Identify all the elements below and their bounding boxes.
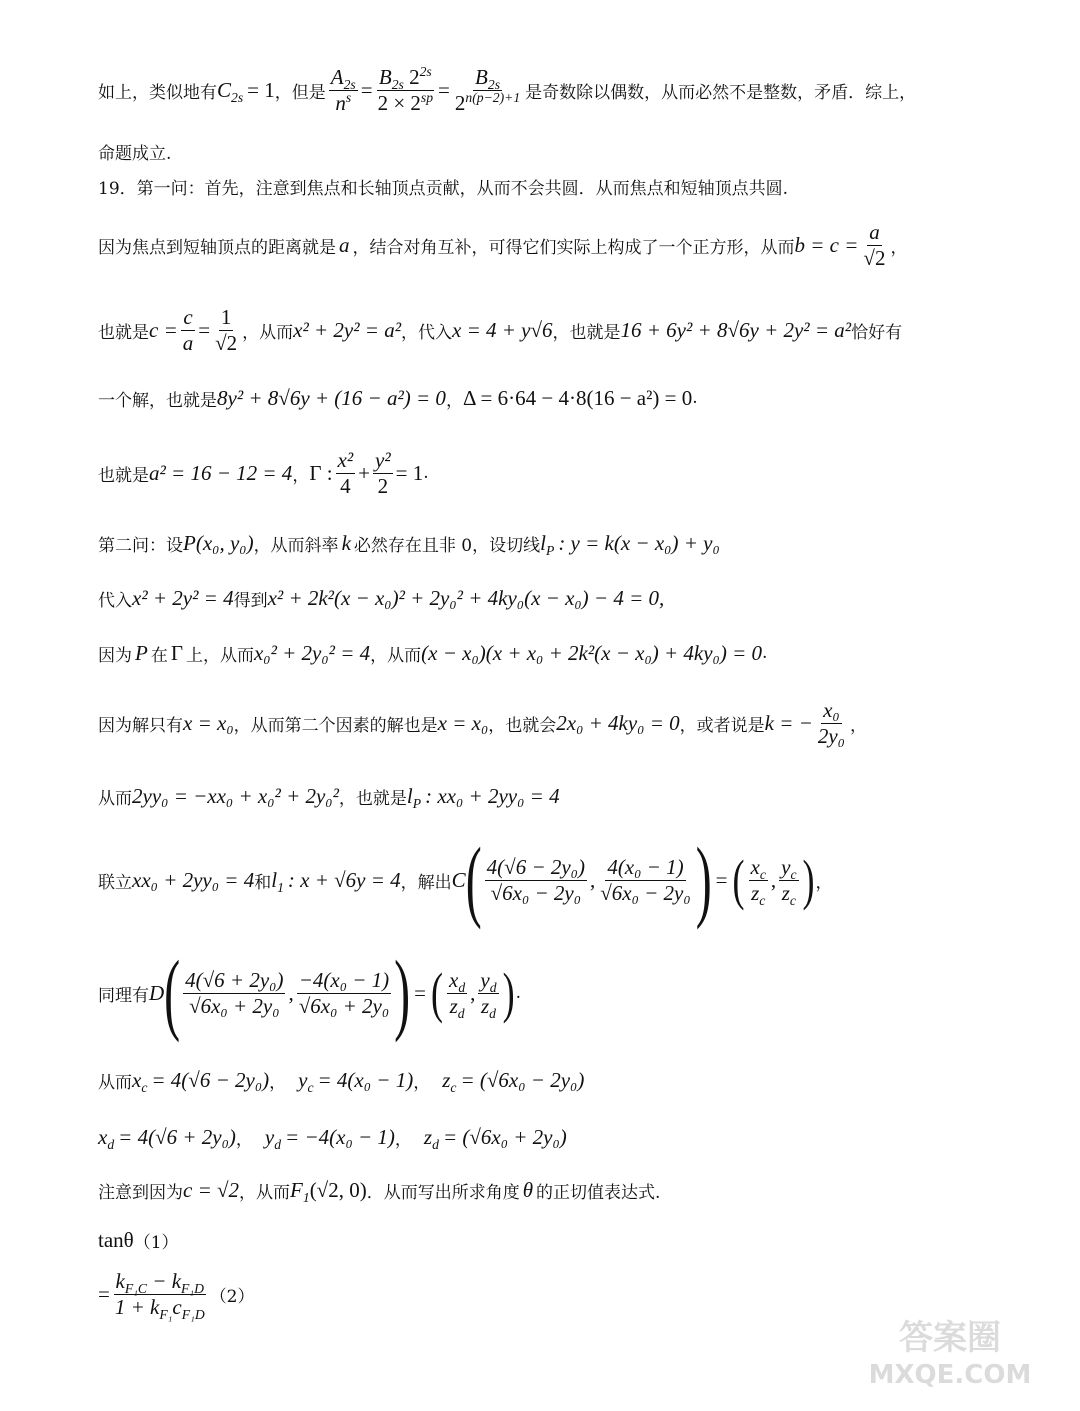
text: （2） [209, 1286, 255, 1307]
text: ，也就是 [552, 322, 621, 343]
text: 19．第一问：首先，注意到焦点和长轴顶点贡献，从而不会共圆．从而焦点和短轴顶点共圆. [98, 178, 789, 199]
line-3 [98, 170, 1020, 202]
fraction: $\frac{\text{x²}}{4}$ [337, 448, 354, 498]
text: . [515, 983, 521, 1003]
math: Γ [170, 640, 183, 665]
math: = −4(x₀ − 1) [285, 1124, 395, 1149]
math: : y = k(x − x₀) + y₀ [558, 530, 720, 555]
text: 命题成立. [98, 143, 172, 164]
text: 代入 [98, 590, 132, 611]
text: ， [292, 465, 310, 486]
text: ，从而 [370, 645, 422, 666]
fraction-c: $\frac{B_{2s}}{2^{n(p-2)+1}}$ [454, 65, 521, 115]
math: (√2, 0) [309, 1177, 367, 1202]
fraction: $\frac{k_{F_1C} - k_{F_1D}}{1 + k_{F_1}c_{F_1D}}$ [114, 1269, 205, 1322]
text: . [423, 463, 429, 483]
math: tanθ [98, 1227, 134, 1252]
text: . [762, 643, 768, 663]
math: $C_{2s}$ [217, 77, 244, 105]
text: 联立 [98, 872, 132, 893]
math: P(x₀, y₀) [183, 530, 254, 555]
text: ， [269, 1072, 287, 1093]
text: ，从而斜率 [253, 535, 339, 556]
text: ，解出 [400, 872, 452, 893]
math: c = √2 [183, 1177, 240, 1202]
math: D [149, 980, 165, 1005]
text: . [692, 388, 698, 408]
math: 2x₀ + 4ky₀ = 0 [556, 710, 680, 735]
text: ， [445, 390, 463, 411]
math: x = x₀ [183, 710, 234, 735]
math: $y_d$ [264, 1124, 282, 1152]
text: 必然存在且非 0，设切线 [353, 535, 541, 556]
math: + [358, 460, 371, 485]
math: x = x₀ [437, 710, 489, 735]
math: : x + √6y = 4 [287, 867, 401, 892]
text: ，从而 [242, 322, 294, 343]
math: x = 4 + y√6 [452, 317, 553, 342]
line-7 [98, 445, 1020, 501]
text: ， [413, 1072, 431, 1093]
text: 在 [150, 645, 168, 666]
fraction: $\frac{x_d}{z_d}$ [449, 968, 466, 1021]
fraction: $\frac{\text{x₀}}{\text{2y₀}}$ [817, 698, 845, 748]
text: 也就是 [98, 322, 149, 343]
line-10 [98, 633, 1020, 673]
math: xx₀ + 2yy₀ = 4 [132, 867, 255, 892]
text: 和 [254, 872, 272, 893]
math: $F_1$ [290, 1177, 310, 1205]
math: 8y² + 8√6y + (16 − a²) = 0 [217, 385, 446, 410]
math: $y_c$ [298, 1067, 314, 1095]
math: 16 + 6y² + 8√6y + 2y² = a² [620, 317, 852, 342]
fraction: $\frac{c}{a}$ [182, 305, 194, 355]
math: x² + 2y² = 4 [132, 585, 234, 610]
math: = [414, 980, 426, 1005]
text: 因为焦点到短轴顶点的距离就是 [98, 237, 336, 258]
svg-text:答案圈: 答案圈 [899, 1318, 1001, 1358]
math: x² + 2k²(x − x₀)² + 2y₀² + 4ky₀(x − x₀) − 4 = 0, [267, 585, 665, 610]
text: 的正切值表达式. [536, 1182, 661, 1203]
text: 从而 [98, 788, 132, 809]
line-14: 同理有 D ( $\frac{\text{4(√6 + 2y₀)}}{\text{√6x₀ + 2y₀}}$ , $\frac{\text{−4(x₀ − 1)}}{\text{√6x₀ + 2y₀}}$ ) = ( $\frac{x_d}{z_d}$ , $\frac{y_d}{z_d}$ ) . [98, 942, 521, 1044]
line-9 [98, 580, 1020, 616]
text: 因为 [98, 645, 132, 666]
math: $x_d$ [98, 1124, 115, 1152]
math: = (√6x₀ − 2y₀) [460, 1067, 585, 1092]
text: ，结合对角互补，可得它们实际上构成了一个正方形，从而 [352, 237, 795, 258]
math: P [135, 640, 148, 665]
math: b = c = [794, 232, 859, 257]
math: = [198, 317, 211, 342]
text: 一个解，也就是 [98, 390, 217, 411]
math: = [715, 867, 728, 892]
math: 2yy₀ = −xx₀ + x₀² + 2y₀² [132, 783, 339, 808]
fraction: $\frac{\text{4(√6 − 2y₀)}}{\text{√6x₀ − 2y₀}}$ [486, 855, 585, 905]
text: 因为解只有 [98, 715, 183, 736]
math: a [339, 232, 350, 257]
fraction: $\frac{\text{4(x₀ − 1)}}{\text{√6x₀ − 2y₀}}$ [600, 855, 691, 905]
text: ，从而第二个因素的解也是 [233, 715, 438, 736]
fraction: $\frac{\text{−4(x₀ − 1)}}{\text{√6x₀ + 2y₀}}$ [298, 968, 390, 1018]
fraction: $\frac{y_c}{z_c}$ [781, 855, 797, 908]
line-13: 联立 xx₀ + 2yy₀ = 4 和 $l_1$ : x + √6y = 4 ，解出 C ( $\frac{\text{4(√6 − 2y₀)}}{\text{√6x₀ − 2y₀}}$ , $\frac{\text{4(x₀ − 1)}}{\text{√6x₀ − 2y₀}}$ ) = ( $\frac{x_c}{z_c}$ , $\frac{y_c}{z_c}$ ) ， [98, 829, 833, 931]
fraction: $\frac{a}{√2}$ [863, 220, 886, 270]
text: ，从而 [239, 1182, 291, 1203]
fraction-a: $\frac{A_{2s}}{n^s}$ [330, 65, 356, 115]
text: 恰好有 [851, 322, 903, 343]
math: = (√6x₀ + 2y₀) [442, 1124, 567, 1149]
svg-text:MXQE.COM: MXQE.COM [868, 1360, 1032, 1390]
math: = 1 [395, 460, 424, 485]
line-2 [98, 135, 1020, 167]
math: = [98, 1281, 110, 1306]
line-12 [98, 778, 1020, 814]
text: 上，从而 [185, 645, 254, 666]
math: $x_c$ [132, 1067, 148, 1095]
text: 得到 [233, 590, 268, 611]
math: x² + 2y² = a² [293, 317, 401, 342]
math: $l_P$ [406, 783, 422, 811]
text: ，也就是 [338, 788, 407, 809]
math: = 4(√6 + 2y₀) [118, 1124, 236, 1149]
math: C [451, 867, 466, 892]
text: ， [849, 715, 867, 736]
text: ， [394, 1129, 412, 1150]
math: x₀² + 2y₀² = 4 [253, 640, 371, 665]
text: 是奇数除以偶数，从而必然不是整数，矛盾．综上， [525, 82, 917, 103]
math: $l_1$ [271, 867, 284, 895]
math: Γ : [309, 460, 333, 485]
fraction: $\frac{y_d}{z_d}$ [480, 968, 497, 1021]
math: = 1 [247, 77, 275, 102]
line-17 [98, 1172, 1020, 1208]
math: $z_d$ [423, 1124, 439, 1152]
math: k [341, 530, 351, 555]
text: （1） [133, 1232, 179, 1253]
math: Δ = 6·64 − 4·8(16 − a²) = 0 [462, 385, 693, 410]
line-1: 如上，类似地有 $C_{2s}$ = 1 ，但是 $\frac{A_{2s}}{n^s}$ = $\frac{B_{2s} 2^{2s}}{2 \times 2^{sp}}$ = $\frac{B_{2s}}{2^{n(p-2)+1}}$ 是奇数除以偶数，从而必然不是整数，矛盾．综上， [98, 64, 917, 115]
fraction-b: $\frac{B_{2s} 2^{2s}}{2 \times 2^{sp}}$ [377, 64, 434, 115]
math: = 4(x₀ − 1) [317, 1067, 414, 1092]
math: c = [149, 317, 178, 342]
text: ， [890, 237, 908, 258]
watermark-icon [860, 1311, 1040, 1391]
line-5 [98, 300, 1020, 360]
line-15 [98, 1060, 1020, 1100]
text: ，但是 [274, 82, 326, 103]
text: ，代入 [401, 322, 452, 343]
text: ．从而写出所求角度 [366, 1182, 520, 1203]
text: ，或者说是 [679, 715, 765, 736]
math: $z_c$ [442, 1067, 457, 1095]
line-16 [98, 1117, 1020, 1157]
text: ， [235, 1129, 253, 1150]
math: θ [522, 1177, 534, 1202]
line-11 [98, 695, 1020, 751]
line-4 [98, 215, 1020, 275]
text: 注意到因为 [98, 1182, 183, 1203]
fraction: $\frac{x_c}{z_c}$ [750, 855, 766, 908]
line-18 [98, 1222, 1020, 1258]
math: : xx₀ + 2yy₀ = 4 [425, 783, 560, 808]
text: ， [815, 872, 833, 893]
line-8 [98, 525, 1020, 561]
math: k = − [764, 710, 813, 735]
text: 同理有 [98, 985, 149, 1006]
fraction: $\frac{1}{√2}$ [215, 305, 238, 355]
watermark-logo [860, 1311, 1040, 1391]
text: 第二问：设 [98, 535, 183, 556]
fraction: $\frac{\text{y²}}{2}$ [375, 448, 391, 498]
fraction: $\frac{\text{4(√6 + 2y₀)}}{\text{√6x₀ + 2y₀}}$ [185, 968, 284, 1018]
math: a² = 16 − 12 = 4 [149, 460, 293, 485]
text: 如上，类似地有 [98, 82, 217, 103]
text: ，也就会 [488, 715, 557, 736]
text: 也就是 [98, 465, 149, 486]
line-6 [98, 380, 1020, 416]
math: = 4(√6 − 2y₀) [151, 1067, 270, 1092]
math: $l_P$ [540, 530, 555, 558]
text: 从而 [98, 1072, 132, 1093]
math: (x − x₀)(x + x₀ + 2k²(x − x₀) + 4ky₀) = 0 [421, 640, 763, 665]
